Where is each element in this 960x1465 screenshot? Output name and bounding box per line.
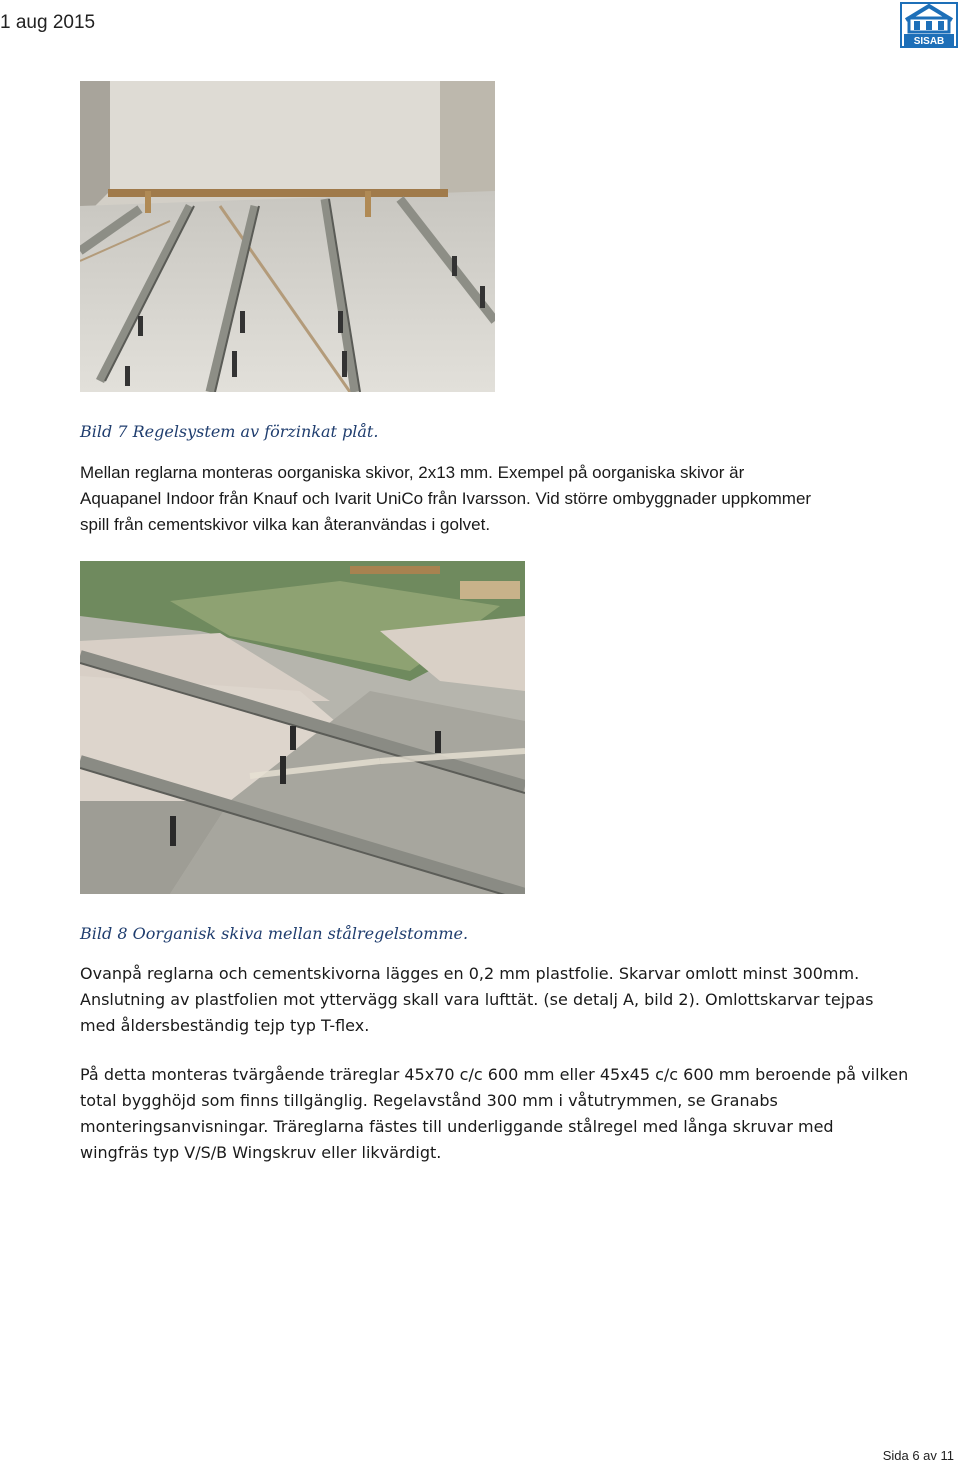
paragraph-line: På detta monteras tvärgående träreglar 45x70 c/c 600 mm eller 45x45 c/c 600 mm beroende på vilken [80, 1065, 909, 1084]
figure-caption-2: Bild 8 Oorganisk skiva mellan stålregelstomme. [80, 924, 469, 943]
paragraph-1 [80, 460, 811, 538]
paragraph-2 [80, 961, 873, 1039]
paragraph-line: total bygghöjd som finns tillgänglig. Regelavstånd 300 mm i våtutrymmen, se Granabs [80, 1091, 778, 1110]
sisab-logo [900, 2, 958, 48]
logo-text: SISAB [913, 36, 945, 47]
page-number: Sida 6 av 11 [882, 1448, 954, 1463]
paragraph-line: monteringsanvisningar. Träreglarna fästes till underliggande stålregel med långa skruvar med [80, 1117, 834, 1136]
photo-inorganic-board [80, 561, 525, 894]
paragraph-line: wingfräs typ V/S/B Wingskruv eller likvärdigt. [80, 1143, 442, 1162]
paragraph-line: Ovanpå reglarna och cementskivorna lägges en 0,2 mm plastfolie. Skarvar omlott minst 300mm. [80, 964, 860, 983]
photo-steel-rail-system [80, 81, 495, 392]
paragraph-line: Aquapanel Indoor från Knauf och Ivarit UniCo från Ivarsson. Vid större ombyggnader uppkommer [80, 489, 812, 508]
figure-caption-1: Bild 7 Regelsystem av förzinkat plåt. [80, 422, 379, 441]
paragraph-line: Anslutning av plastfolien mot yttervägg skall vara lufttät. (se detalj A, bild 2). Omlottskarvar tejpas [80, 990, 874, 1009]
sisab-logo-icon [900, 2, 958, 48]
paragraph-line: spill från cementskivor vilka kan återanvändas i golvet. [80, 515, 491, 534]
paragraph-line: med åldersbeständig tejp typ T-flex. [80, 1016, 370, 1035]
header-date: 1 aug 2015 [0, 12, 96, 33]
paragraph-line: Mellan reglarna monteras oorganiska skivor, 2x13 mm. Exempel på oorganiska skivor är [80, 463, 745, 482]
paragraph-3 [80, 1062, 908, 1166]
